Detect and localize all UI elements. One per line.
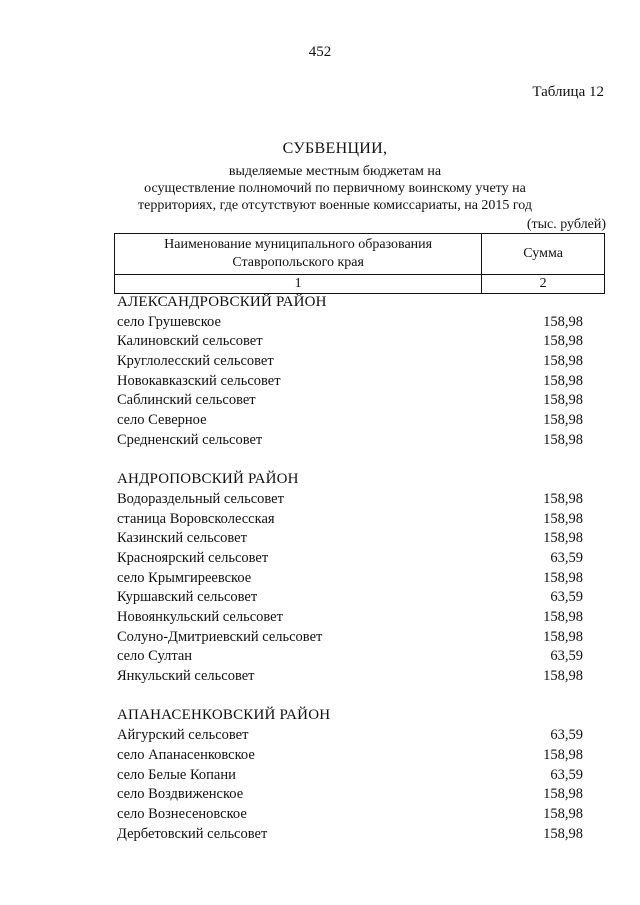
municipality-name: Айгурский сельсовет: [117, 727, 249, 744]
district-heading: АНДРОПОВСКИЙ РАЙОН: [117, 471, 299, 488]
table-row: [117, 825, 583, 845]
municipality-name: Водораздельный сельсовет: [117, 490, 284, 507]
municipality-name: село Северное: [117, 412, 207, 429]
municipality-name: Дербетовский сельсовет: [117, 825, 268, 842]
table-row: [117, 647, 583, 667]
subvention-amount: 158,98: [543, 530, 583, 547]
subvention-amount: 63,59: [550, 648, 583, 665]
municipality-name: село Султан: [117, 648, 193, 665]
district-spacer: [117, 687, 583, 707]
subvention-amount: 158,98: [543, 609, 583, 625]
municipality-name: Новокавказский сельсовет: [117, 372, 281, 389]
table-row: [117, 332, 583, 352]
district-spacer: [117, 451, 583, 471]
subvention-amount: 158,98: [543, 825, 583, 842]
document-title: СУБВЕНЦИИ,: [282, 140, 388, 157]
municipality-name: Калиновский сельсовет: [117, 333, 263, 350]
document-subtitle-line-2: осуществление полномочий по первичному воинскому учету на: [144, 181, 526, 196]
subvention-amount: 158,98: [543, 569, 583, 586]
table-row: [117, 391, 583, 411]
municipality-name: Солуно-Дмитриевский сельсовет: [117, 628, 323, 645]
header-municipality-line-2: Ставропольского края: [232, 255, 364, 270]
subvention-amount: 158,98: [543, 392, 583, 409]
table-row: [117, 628, 583, 648]
municipality-name: село Грушевское: [117, 313, 221, 330]
header-municipality: [115, 234, 482, 275]
municipality-name: Красноярский сельсовет: [117, 549, 269, 566]
subvention-amount: 158,98: [543, 333, 583, 350]
subvention-amount: 158,98: [543, 786, 583, 803]
subvention-amount: 63,59: [550, 766, 583, 783]
table-row: [117, 726, 583, 746]
municipality-name: Янкульский сельсовет: [117, 668, 255, 685]
subvention-amount: 158,98: [543, 668, 583, 685]
table-row: [117, 805, 583, 825]
table-row: [117, 411, 583, 431]
header-column-number-1: 1: [115, 275, 482, 294]
header-column-number-2: 2: [482, 275, 605, 294]
header-sum: Сумма: [482, 234, 605, 275]
table-row: [117, 510, 583, 530]
table-row: [117, 766, 583, 786]
subvention-amount: 158,98: [543, 490, 583, 507]
document-title-block: [110, 140, 560, 214]
table-row: [117, 569, 583, 589]
district-heading: АПАНАСЕНКОВСКИЙ РАЙОН: [117, 707, 331, 724]
table-body: [117, 293, 583, 844]
municipality-name: село Крымгиреевское: [117, 569, 252, 586]
subvention-amount: 63,59: [550, 727, 583, 744]
table-header: [114, 233, 605, 294]
header-municipality-line-1: Наименование муниципального образования: [164, 237, 433, 252]
table-row: [117, 529, 583, 549]
subvention-amount: 63,59: [550, 589, 583, 606]
units-label: (тыс. рублей): [526, 217, 606, 232]
table-row: [117, 549, 583, 569]
municipality-name: Куршавский сельсовет: [117, 589, 258, 606]
subvention-amount: 158,98: [543, 510, 583, 527]
table-row: [117, 490, 583, 510]
municipality-name: Новоянкульский сельсовет: [117, 609, 283, 625]
table-row: [117, 608, 583, 628]
municipality-name: Средненский сельсовет: [117, 431, 263, 448]
document-subtitle-line-1: выделяемые местным бюджетам на: [228, 164, 442, 179]
page-number: 452: [308, 44, 332, 60]
municipality-name: село Воздвиженское: [117, 786, 244, 803]
subvention-amount: 158,98: [543, 353, 583, 370]
table-label: Таблица 12: [532, 84, 604, 100]
subvention-amount: 158,98: [543, 431, 583, 448]
municipality-name: станица Воровсколесская: [117, 510, 275, 527]
municipality-name: Казинский сельсовет: [117, 530, 247, 547]
municipality-name: село Вознесеновское: [117, 805, 247, 822]
subvention-amount: 158,98: [543, 805, 583, 822]
table-row: [117, 785, 583, 805]
subvention-amount: 158,98: [543, 628, 583, 645]
table-row: [117, 746, 583, 766]
subvention-amount: 158,98: [543, 746, 583, 763]
subvention-amount: 158,98: [543, 372, 583, 389]
subvention-amount: 158,98: [543, 313, 583, 330]
subvention-amount: 158,98: [543, 412, 583, 429]
municipality-name: Круглолесский сельсовет: [117, 353, 274, 370]
table-row: [117, 588, 583, 608]
table-row: [117, 313, 583, 333]
table-row: [117, 352, 583, 372]
subvention-amount: 63,59: [550, 549, 583, 566]
table-row: [117, 431, 583, 451]
table-row: [117, 372, 583, 392]
municipality-name: село Апанасенковское: [117, 746, 255, 763]
table-row: [117, 667, 583, 687]
document-subtitle-line-3: территориях, где отсутствуют военные комиссариаты, на 2015 год: [137, 198, 533, 213]
municipality-name: Саблинский сельсовет: [117, 392, 256, 409]
municipality-name: село Белые Копани: [117, 766, 236, 783]
district-heading: АЛЕКСАНДРОВСКИЙ РАЙОН: [117, 294, 327, 310]
